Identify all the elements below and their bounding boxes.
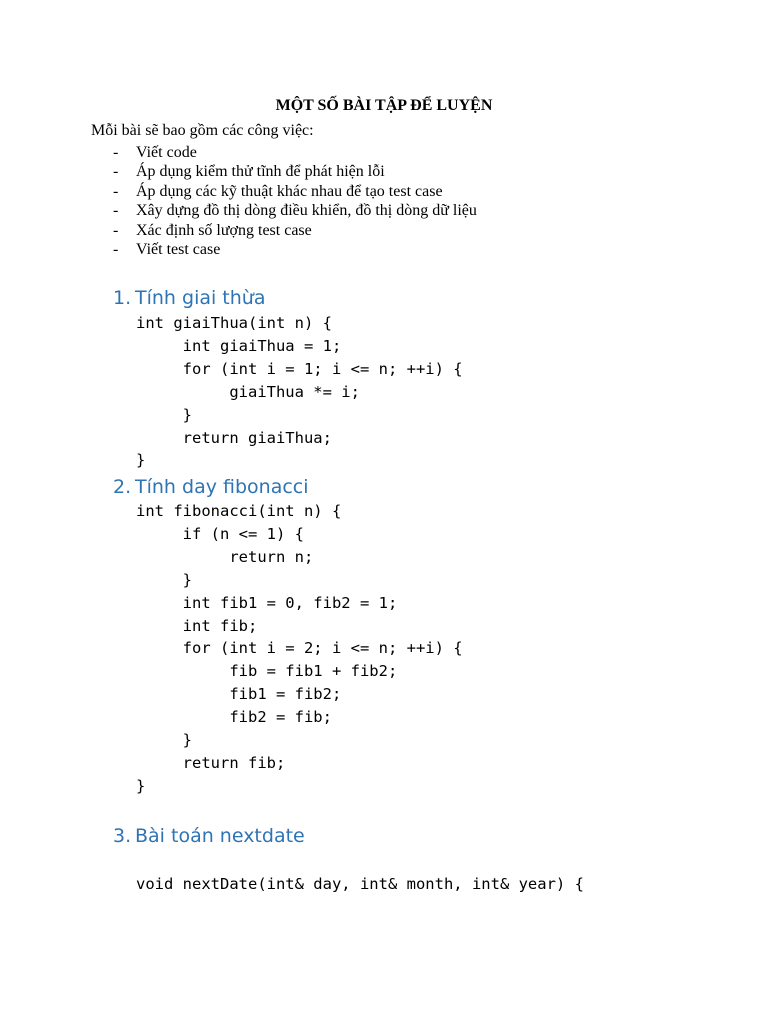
list-item bbox=[113, 162, 477, 181]
list-item bbox=[113, 201, 477, 220]
bullet-dash: - bbox=[113, 202, 119, 220]
section-heading-text: Tính day fibonacci bbox=[135, 476, 309, 498]
list-item bbox=[113, 143, 477, 162]
task-text: Xác định số lượng test case bbox=[136, 221, 312, 239]
section-heading-text: Tính giai thừa bbox=[135, 287, 266, 309]
section-number: 2. bbox=[113, 476, 132, 498]
bullet-dash: - bbox=[113, 163, 119, 181]
section-number: 1. bbox=[113, 287, 132, 309]
list-item bbox=[113, 182, 477, 201]
code-block-factorial: int giaiThua(int n) { int giaiThua = 1; for (int i = 1; i <= n; ++i) { giaiThua *= i; } return giaiThua; } bbox=[136, 314, 463, 470]
task-text: Áp dụng kiểm thử tĩnh để phát hiện lỗi bbox=[136, 163, 385, 181]
code-block-nextdate: void nextDate(int& day, int& month, int& year) { bbox=[136, 875, 584, 893]
bullet-dash: - bbox=[113, 182, 119, 200]
list-item bbox=[113, 240, 477, 259]
section-heading-factorial bbox=[113, 286, 266, 310]
intro-text: Mỗi bài sẽ bao gồm các công việc: bbox=[91, 122, 314, 139]
bullet-dash: - bbox=[113, 221, 119, 239]
section-heading-fibonacci bbox=[113, 475, 309, 499]
bullet-dash: - bbox=[113, 144, 119, 161]
task-text: Viết code bbox=[136, 144, 197, 161]
section-number: 3. bbox=[113, 825, 132, 847]
list-item bbox=[113, 221, 477, 240]
code-block-fibonacci: int fibonacci(int n) { if (n <= 1) { return n; } int fib1 = 0, fib2 = 1; int fib; for (int i = 2; i <= n; ++i) { fib = fib1 + fib2; fib1 = fib2; fib2 = fib; } return fib; } bbox=[136, 502, 463, 795]
task-text: Xây dựng đồ thị dòng điều khiển, đồ thị dòng dữ liệu bbox=[136, 202, 477, 220]
section-heading-text: Bài toán nextdate bbox=[135, 825, 305, 847]
bullet-dash: - bbox=[113, 240, 119, 258]
section-heading-nextdate bbox=[113, 824, 305, 848]
document-title: MỘT SỐ BÀI TẬP ĐỂ LUYỆN bbox=[275, 97, 493, 114]
task-text: Áp dụng các kỹ thuật khác nhau để tạo test case bbox=[136, 182, 443, 200]
task-list bbox=[113, 143, 477, 259]
task-text: Viết test case bbox=[136, 240, 221, 258]
